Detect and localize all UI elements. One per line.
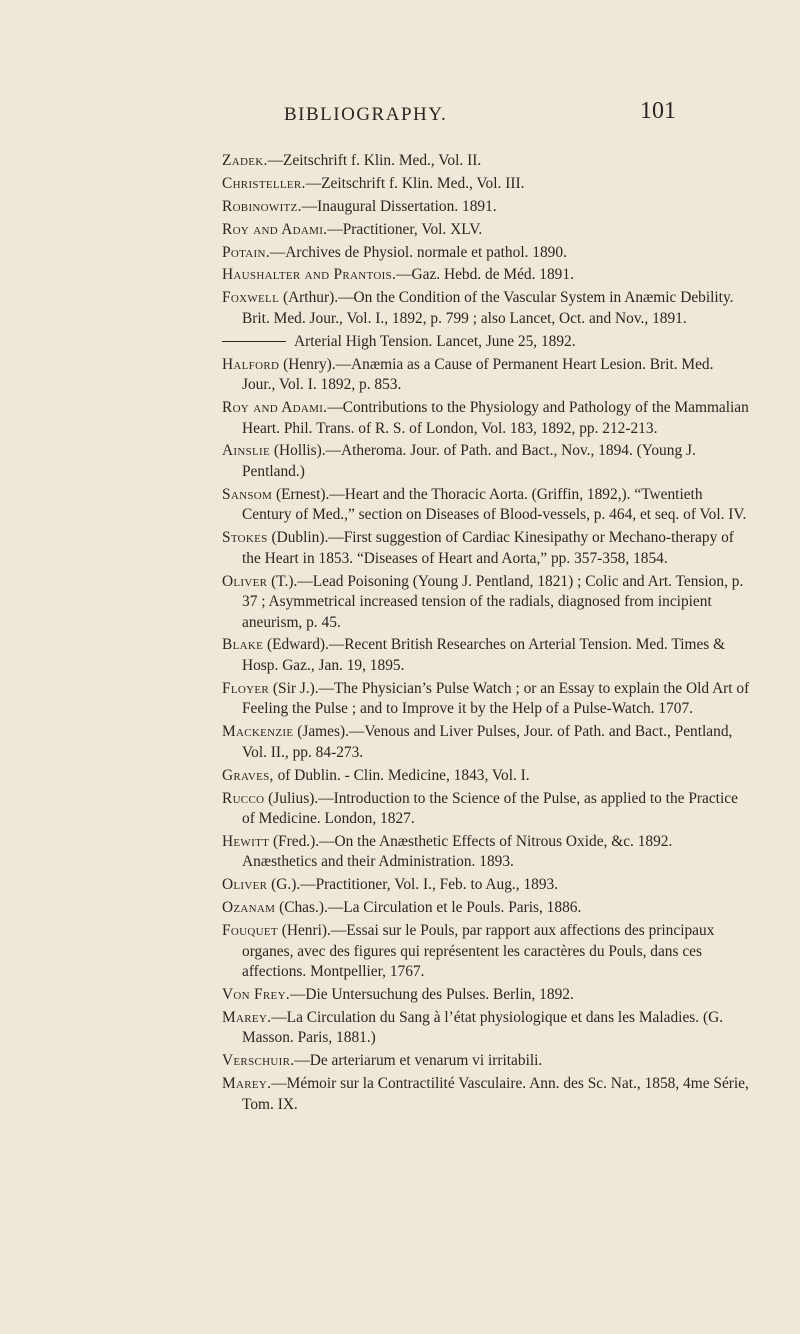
entry-text: (Hollis).—Atheroma. Jour. of Path. and Bact., Nov., 1894. (Young J. Pentland.) [242, 442, 696, 480]
entry-author: Fouquet [222, 922, 278, 940]
entry-text: (James).—Venous and Liver Pulses, Jour. of Path. and Bact., Pentland, Vol. II., pp. 84-273. [242, 723, 733, 761]
entry-author: Potain. [222, 243, 270, 261]
bibliography-entry [222, 1008, 750, 1049]
entry-author: Foxwell [222, 289, 280, 307]
bibliography-entry [222, 832, 750, 873]
entry-author: Hewitt [222, 832, 270, 850]
entry-text: (Julius).—Introduction to the Science of the Pulse, as applied to the Practice of Medicine. London, 1827. [242, 789, 738, 828]
bibliography-entry [222, 355, 750, 396]
entry-text: (Henri).—Essai sur le Pouls, par rapport aux affections des principaux organes, avec des figures qui représentent les caractères du Pouls, dans ces affections. Montpellier, 1767. [242, 922, 715, 981]
bibliography-entry [222, 985, 750, 1006]
bibliography-entry [222, 789, 750, 830]
entry-text: —Die Untersuchung des Pulses. Berlin, 1892. [289, 985, 574, 1003]
bibliography-entry [222, 220, 750, 241]
bibliography-entry [222, 722, 750, 763]
page-number: 101 [640, 98, 676, 124]
bibliography-entry [222, 332, 750, 353]
entry-text: (Dublin).—First suggestion of Cardiac Kinesipathy or Mechano-therapy of the Heart in 1853. “Diseases of Heart and Aorta,” pp. 357-358, 1854. [242, 529, 734, 567]
entry-text: (G.).—Practitioner, Vol. I., Feb. to Aug., 1893. [267, 876, 559, 894]
entry-author: Haushalter and Prantois. [222, 266, 397, 284]
entry-text: —De arteriarum et venarum vi irritabili. [294, 1052, 543, 1070]
bibliography-entry [222, 766, 750, 787]
entry-author: Mackenzie [222, 723, 294, 741]
entry-author: Stokes [222, 529, 268, 547]
entry-author: Christeller. [222, 174, 306, 192]
bibliography-entry [222, 1051, 750, 1072]
bibliography-entry [222, 572, 750, 634]
entry-text: —Zeitschrift f. Klin. Med., Vol. II. [267, 152, 482, 169]
entry-author: Oliver [222, 572, 268, 590]
entry-author: Ozanam [222, 899, 276, 917]
bibliography-entry [222, 635, 750, 676]
entry-author: Robinowitz. [222, 197, 302, 215]
entry-author: Marey. [222, 1008, 272, 1026]
entry-author: Floyer [222, 679, 270, 697]
bibliography-entry [222, 398, 750, 439]
entry-text: —Inaugural Dissertation. 1891. [301, 197, 497, 215]
entry-author: Rucco [222, 789, 265, 807]
bibliography-entry [222, 485, 750, 526]
entry-text: —Practitioner, Vol. XLV. [327, 220, 483, 238]
bibliography-entry [222, 265, 750, 286]
entry-text: —La Circulation du Sang à l’état physiologique et dans les Maladies. (G. Masson. Paris, 1881.) [242, 1008, 724, 1047]
entry-author: Blake [222, 636, 264, 654]
entry-text: (T.).—Lead Poisoning (Young J. Pentland, 1821) ; Colic and Art. Tension, p. 37 ; Asymmetrical increased tension of the radials, diagnosed from incipient aneurism, p. 45. [242, 572, 744, 631]
entry-text: Arterial High Tension. Lancet, June 25, 1892. [294, 332, 576, 350]
bibliography-entry [222, 1074, 750, 1115]
entry-text: (Arthur).—On the Condition of the Vascular System in Anæmic Debility. Brit. Med. Jour., Vol. I., 1892, p. 799 ; also Lancet, Oct. and Nov., 1891. [242, 289, 734, 327]
bibliography-entry [222, 174, 750, 195]
entry-author: Verschuir. [222, 1052, 295, 1070]
entry-author: Marey. [222, 1075, 272, 1093]
bibliography-entry [222, 875, 750, 896]
entry-text: (Edward).—Recent British Researches on Arterial Tension. Med. Times & Hosp. Gaz., Jan. 19, 1895. [242, 636, 726, 674]
bibliography-entry [222, 528, 750, 569]
bibliography-entry [222, 151, 750, 172]
page-header [0, 96, 800, 126]
bibliography-entry [222, 441, 750, 482]
bibliography-list [222, 151, 750, 1118]
entry-text: (Fred.).—On the Anæsthetic Effects of Nitrous Oxide, &c. 1892. Anæsthetics and their Administration. 1893. [242, 832, 673, 871]
bibliography-entry [222, 243, 750, 264]
entry-text: of Dublin. - Clin. Medicine, 1843, Vol. I. [273, 766, 530, 784]
entry-author: Roy and Adami. [222, 220, 328, 238]
entry-author: Roy and Adami. [222, 399, 328, 417]
bibliography-entry [222, 288, 750, 329]
bibliography-entry [222, 197, 750, 218]
entry-author: Von Frey. [222, 985, 290, 1003]
bibliography-entry [222, 679, 750, 720]
bibliography-entry [222, 898, 750, 919]
entry-author: Zadek. [222, 152, 268, 169]
entry-text: (Sir J.).—The Physician’s Pulse Watch ; or an Essay to explain the Old Art of Feeling the Pulse ; and to Improve it by the Help of a Pulse-Watch. 1707. [242, 679, 750, 718]
entry-text: —Contributions to the Physiology and Pathology of the Mammalian Heart. Phil. Trans. of R. S. of London, Vol. 183, 1892, pp. 212-213. [242, 399, 749, 437]
entry-text: (Henry).—Anæmia as a Cause of Permanent Heart Lesion. Brit. Med. Jour., Vol. I. 1892, p. 853. [242, 355, 714, 394]
ditto-rule [222, 341, 286, 342]
bibliography-entry [222, 921, 750, 983]
entry-author: Oliver [222, 876, 268, 894]
entry-author: Graves, [222, 766, 274, 784]
entry-text: —Mémoir sur la Contractilité Vasculaire. Ann. des Sc. Nat., 1858, 4me Série, Tom. IX. [242, 1075, 749, 1113]
entry-text: (Chas.).—La Circulation et le Pouls. Paris, 1886. [275, 899, 582, 917]
entry-text: —Gaz. Hebd. de Méd. 1891. [396, 266, 574, 284]
entry-text: (Ernest).—Heart and the Thoracic Aorta. (Griffin, 1892,). “Twentieth Century of Med.,” section on Diseases of Blood-vessels, p. 464, et seq. of Vol. IV. [242, 485, 747, 524]
entry-author: Sansom [222, 485, 273, 503]
entry-text: —Archives de Physiol. normale et pathol. 1890. [269, 243, 567, 261]
running-head: BIBLIOGRAPHY. [284, 104, 448, 125]
entry-text: —Zeitschrift f. Klin. Med., Vol. III. [305, 174, 525, 192]
entry-author: Ainslie [222, 442, 271, 460]
entry-author: Halford [222, 355, 280, 373]
